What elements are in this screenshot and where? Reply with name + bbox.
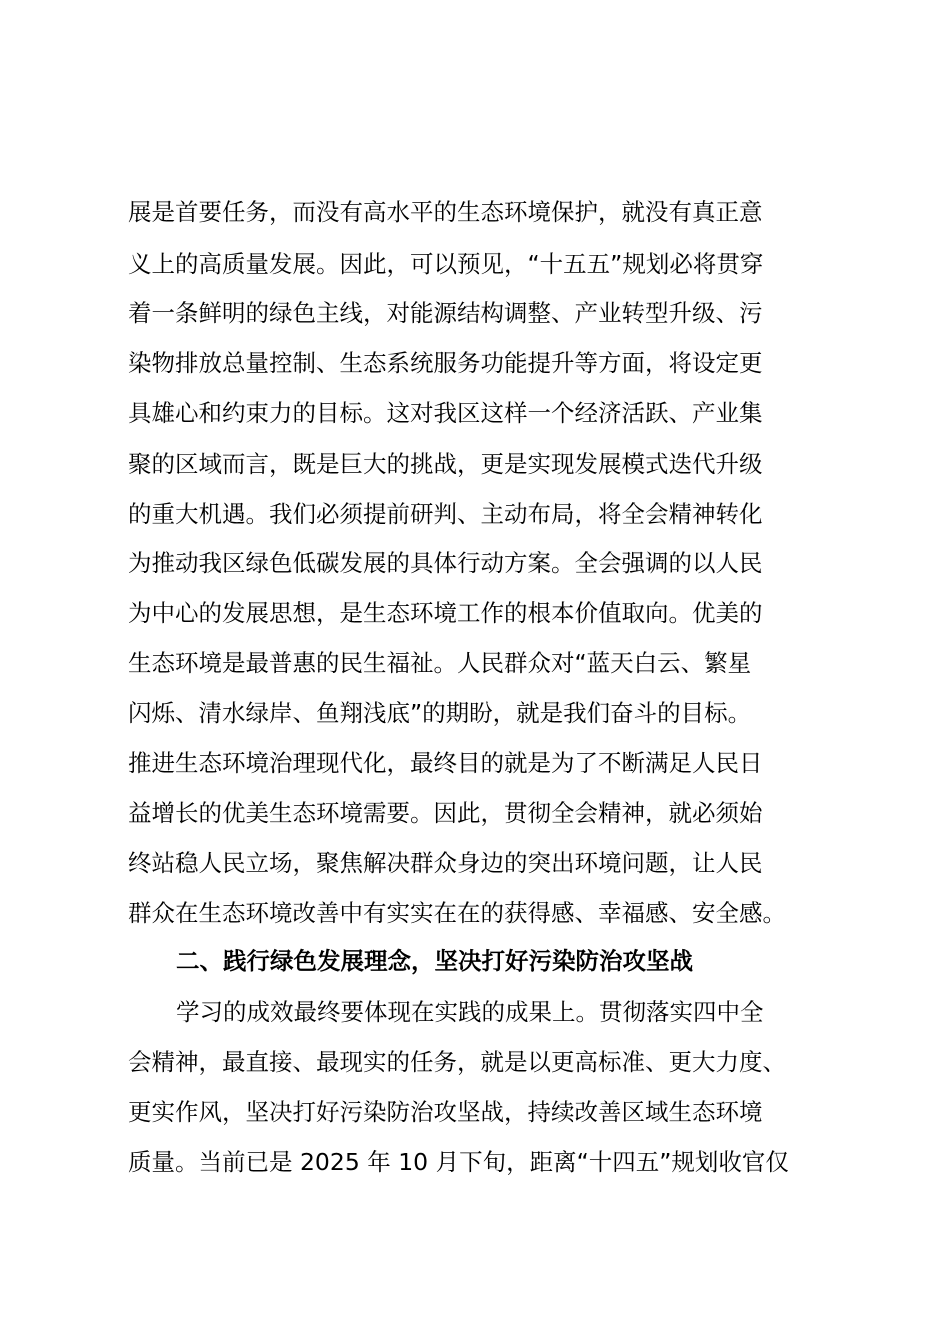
body-text-line: 为中心的发展思想，是生态环境工作的根本价值取向。优美的 [128,599,763,627]
body-text-line: 益增长的优美生态环境需要。因此，贯彻全会精神，就必须始 [128,799,763,827]
body-text-line: 学习的成效最终要体现在实践的成果上。贯彻落实四中全 [176,998,764,1026]
body-text-line: 生态环境是最普惠的民生福祉。人民群众对“蓝天白云、繁星 [128,649,752,677]
body-text-line: 展是首要任务，而没有高水平的生态环境保护，就没有真正意 [128,198,763,226]
body-text-line: 更实作风，坚决打好污染防治攻坚战，持续改善区域生态环境 [128,1098,763,1126]
section-heading: 二、践行绿色发展理念，坚决打好污染防治攻坚战 [176,947,693,975]
body-text-line: 闪烁、清水绿岸、鱼翔浅底”的期盼，就是我们奋斗的目标。 [128,699,752,727]
body-text-line: 着一条鲜明的绿色主线，对能源结构调整、产业转型升级、污 [128,299,763,327]
body-text-line: 的重大机遇。我们必须提前研判、主动布局，将全会精神转化 [128,500,763,528]
body-text-line: 聚的区域而言，既是巨大的挑战，更是实现发展模式迭代升级 [128,450,763,478]
body-text-line: 为推动我区绿色低碳发展的具体行动方案。全会强调的以人民 [128,549,763,577]
body-text-line: 终站稳人民立场，聚焦解决群众身边的突出环境问题，让人民 [128,849,763,877]
body-text-line: 会精神，最直接、最现实的任务，就是以更高标准、更大力度、 [128,1048,786,1076]
body-text-line: 具雄心和约束力的目标。这对我区这样一个经济活跃、产业集 [128,399,763,427]
body-text-line: 染物排放总量控制、生态系统服务功能提升等方面，将设定更 [128,349,763,377]
body-text-line: 推进生态环境治理现代化，最终目的就是为了不断满足人民日 [128,749,763,777]
body-text-line: 群众在生态环境改善中有实实在在的获得感、幸福感、安全感。 [128,899,786,927]
body-text-line: 义上的高质量发展。因此，可以预见，“十五五”规划必将贯穿 [128,250,764,278]
body-text-line: 质量。当前已是 2025 年 10 月下旬，距离“十四五”规划收官仅 [128,1148,789,1176]
